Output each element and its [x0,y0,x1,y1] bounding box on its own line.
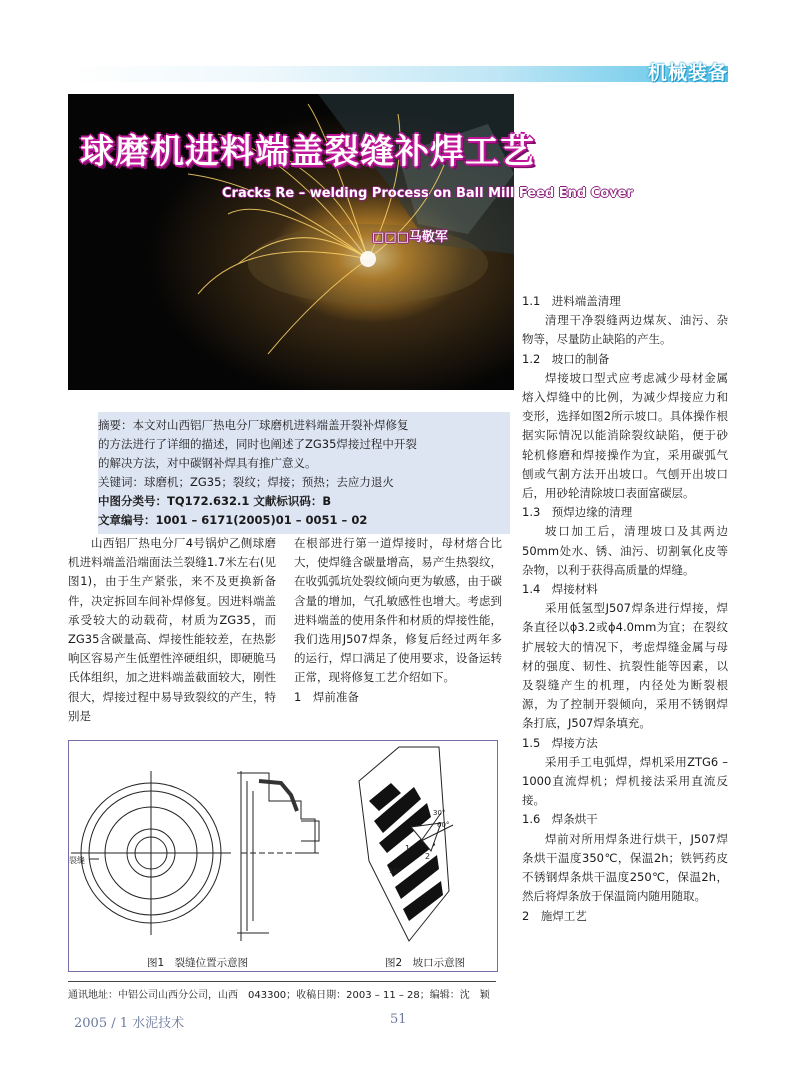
crack-label: 裂缝 [69,856,85,865]
footer-note: 通讯地址：中铝公司山西分公司，山西 043300；收稿日期：2003 – 11 – 28；编辑：沈 颖 [68,990,490,1001]
para-1-2: 焊接坡口型式应考虑减少母材金属熔入焊缝中的比例，为减少焊接应力和变形，选择如图2所示坡口。具体操作根据实际情况以能消除裂纹缺陷，便于砂轮机修磨和焊接操作为宜，采用碳弧气刨或气割方法开出坡口。气刨开出坡口后，用砂轮清除坡口表面富碳层。 [522,370,728,501]
para-1-3: 坡口加工后，清理坡口及其两边50mm处水、锈、油污、切割氧化皮等杂物，以利于获得高质量的焊缝。 [522,524,728,577]
heading-1-4: 1.4 焊接材料 [522,582,598,597]
fig1-caption: 图1 裂缝位置示意图 [147,957,249,969]
para-1-5: 采用手工电弧焊，焊机采用ZTG6 – 1000直流焊机；焊机接法采用直流反接。 [522,754,728,808]
angle-60-label: 60° [437,821,450,829]
abstract-summary-3: 的解决方法，对中碳钢补焊具有推广意义。 [98,456,317,470]
author: □□□马敬军 [372,230,448,245]
para-1-1: 清理干净裂缝两边煤灰、油污、杂物等，尽量防止缺陷的产生。 [522,313,728,347]
para-1-4: 采用低氢型J507焊条进行焊接，焊条直径以ϕ3.2或ϕ4.0mm为宜；在裂纹扩展较大的情况下，考虑焊缝金属与母材的强度、韧性、抗裂性能等因素，以及裂缝产生的机理，内径处为断裂根源，为了控制开裂倾向，采用不锈钢焊条打底，J507焊条填充。 [522,601,728,731]
journal-issue: 2005 / 1 水泥技术 [74,1016,185,1031]
left-column [68,534,276,726]
heading-1-2: 1.2 坡口的制备 [522,351,610,366]
heading-2: 2 施焊工艺 [522,908,587,923]
cover-section-diagram [237,771,319,941]
figure-drawings [69,741,497,971]
intro-paragraph: 山西铝厂热电分厂4号锅炉乙侧球磨机进料端盖沿端面法兰裂缝1.7米左右(见图1)，由于生产紧张，来不及更换新备件，决定拆回车间补焊修复。因进料端盖承受较大的动载荷，材质为ZG35，而ZG35含碳量高、焊接性能较差，在热影响区容易产生低塑性淬硬组织，即硬脆马氏体组织，加之进料端盖截面较大，刚性很大，焊接过程中易导致裂纹的产生，特别是 [68,536,276,723]
footer-rule [68,981,496,982]
mark-2-label: 2 [425,852,431,861]
angle-30-label: 30° [433,809,446,817]
right-column [522,292,728,926]
section-heading-1: 1 焊前准备 [294,689,359,704]
title-chinese: 球磨机进料端盖裂缝补焊工艺 [80,132,535,172]
abstract-summary: 摘要：本文对山西铝厂热电分厂球磨机进料端盖开裂补焊修复 [98,418,409,432]
figure-box [68,740,498,972]
heading-1-5: 1.5 焊接方法 [522,735,598,750]
intro-paragraph-cont: 在根部进行第一道焊接时，母材熔合比大，使焊缝含碳量增高，易产生热裂纹，在收弧弧坑处裂纹倾向更为敏感，由于碳含量的增加，气孔敏感性也增大。考虑到进料端盖的使用条件和材质的焊接性能，我们选用J507焊条，修复后经过两年多的运行，焊口满足了使用要求，设备运转正常，现将修复工艺介绍如下。 [294,536,502,685]
title-english: Cracks Re – welding Process on Ball Mill Feed End Cover [222,186,633,201]
mark-1-label: 1 [405,844,411,853]
abstract-keywords: 关键词：球磨机；ZG35；裂纹；焊接；预热；去应力退火 [98,475,394,489]
abstract-article-no: 文章编号：1001 – 6171(2005)01 – 0051 – 02 [98,513,368,527]
fig2-caption: 图2 坡口示意图 [385,957,466,969]
abstract-box [98,412,510,534]
heading-1-6: 1.6 焊条烘干 [522,812,598,827]
section-label: 机械装备 [647,62,728,84]
angle-10-label: 10° [389,867,402,875]
para-1-6: 焊前对所用焊条进行烘干，J507焊条烘干温度350℃，保温2h；铁钙药皮不锈钢焊条烘干温度250℃，保温2h，然后将焊条放于保温筒内随用随取。 [522,831,728,904]
heading-1-1: 1.1 进料端盖清理 [522,294,621,308]
abstract-clc: 中图分类号：TQ172.632.1 文献标识码：B [98,494,332,508]
end-cover-diagram [71,771,231,935]
abstract-summary-2: 的方法进行了详细的描述，同时也阐述了ZG35焊接过程中开裂 [98,437,417,451]
page-number: 51 [390,1012,407,1027]
heading-1-3: 1.3 预焊边缘的清理 [522,505,633,520]
middle-column [294,534,502,707]
header-band [68,66,728,82]
